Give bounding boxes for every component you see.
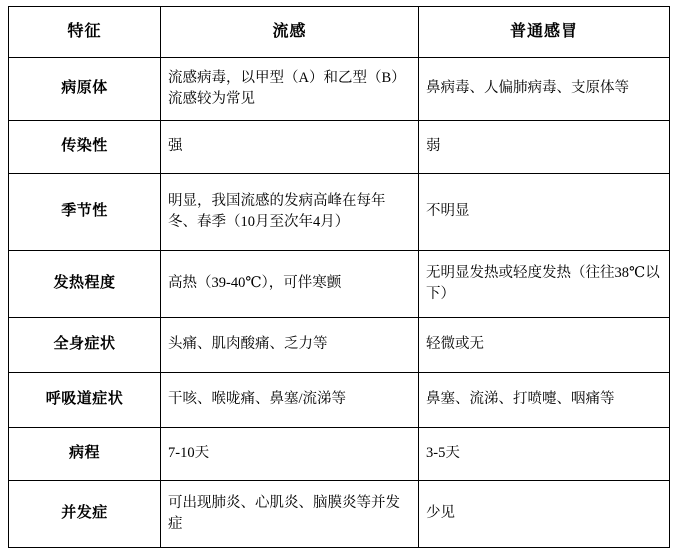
cell-fever-cold: 无明显发热或轻度发热（往往38℃以下） bbox=[419, 251, 670, 318]
comparison-table bbox=[8, 6, 670, 548]
table-row bbox=[9, 481, 670, 548]
cell-respiratory-influenza: 干咳、喉咙痛、鼻塞/流涕等 bbox=[161, 373, 419, 428]
cell-systemic-cold: 轻微或无 bbox=[419, 318, 670, 373]
cell-contagiousness-cold: 弱 bbox=[419, 121, 670, 174]
cell-complications-cold: 少见 bbox=[419, 481, 670, 548]
table-row bbox=[9, 121, 670, 174]
cell-fever-influenza: 高热（39-40℃），可伴寒颤 bbox=[161, 251, 419, 318]
cell-contagiousness-influenza: 强 bbox=[161, 121, 419, 174]
column-header-feature: 特征 bbox=[9, 7, 161, 58]
cell-seasonality-cold: 不明显 bbox=[419, 174, 670, 251]
table-header bbox=[9, 7, 670, 58]
table-row bbox=[9, 373, 670, 428]
row-label-complications: 并发症 bbox=[9, 481, 161, 548]
table-row bbox=[9, 318, 670, 373]
table-body bbox=[9, 58, 670, 548]
table-header-row bbox=[9, 7, 670, 58]
cell-pathogen-influenza: 流感病毒，以甲型（A）和乙型（B）流感较为常见 bbox=[161, 58, 419, 121]
cell-seasonality-influenza: 明显，我国流感的发病高峰在每年冬、春季（10月至次年4月） bbox=[161, 174, 419, 251]
cell-respiratory-cold: 鼻塞、流涕、打喷嚏、咽痛等 bbox=[419, 373, 670, 428]
table-row bbox=[9, 174, 670, 251]
row-label-pathogen: 病原体 bbox=[9, 58, 161, 121]
cell-course-cold: 3-5天 bbox=[419, 428, 670, 481]
row-label-seasonality: 季节性 bbox=[9, 174, 161, 251]
row-label-contagiousness: 传染性 bbox=[9, 121, 161, 174]
row-label-systemic-symptoms: 全身症状 bbox=[9, 318, 161, 373]
table-row bbox=[9, 251, 670, 318]
table-row bbox=[9, 58, 670, 121]
row-label-disease-course: 病程 bbox=[9, 428, 161, 481]
column-header-common-cold: 普通感冒 bbox=[419, 7, 670, 58]
column-header-influenza: 流感 bbox=[161, 7, 419, 58]
table-row bbox=[9, 428, 670, 481]
cell-complications-influenza: 可出现肺炎、心肌炎、脑膜炎等并发症 bbox=[161, 481, 419, 548]
cell-pathogen-cold: 鼻病毒、人偏肺病毒、支原体等 bbox=[419, 58, 670, 121]
row-label-respiratory-symptoms: 呼吸道症状 bbox=[9, 373, 161, 428]
cell-course-influenza: 7-10天 bbox=[161, 428, 419, 481]
row-label-fever-degree: 发热程度 bbox=[9, 251, 161, 318]
cell-systemic-influenza: 头痛、肌肉酸痛、乏力等 bbox=[161, 318, 419, 373]
